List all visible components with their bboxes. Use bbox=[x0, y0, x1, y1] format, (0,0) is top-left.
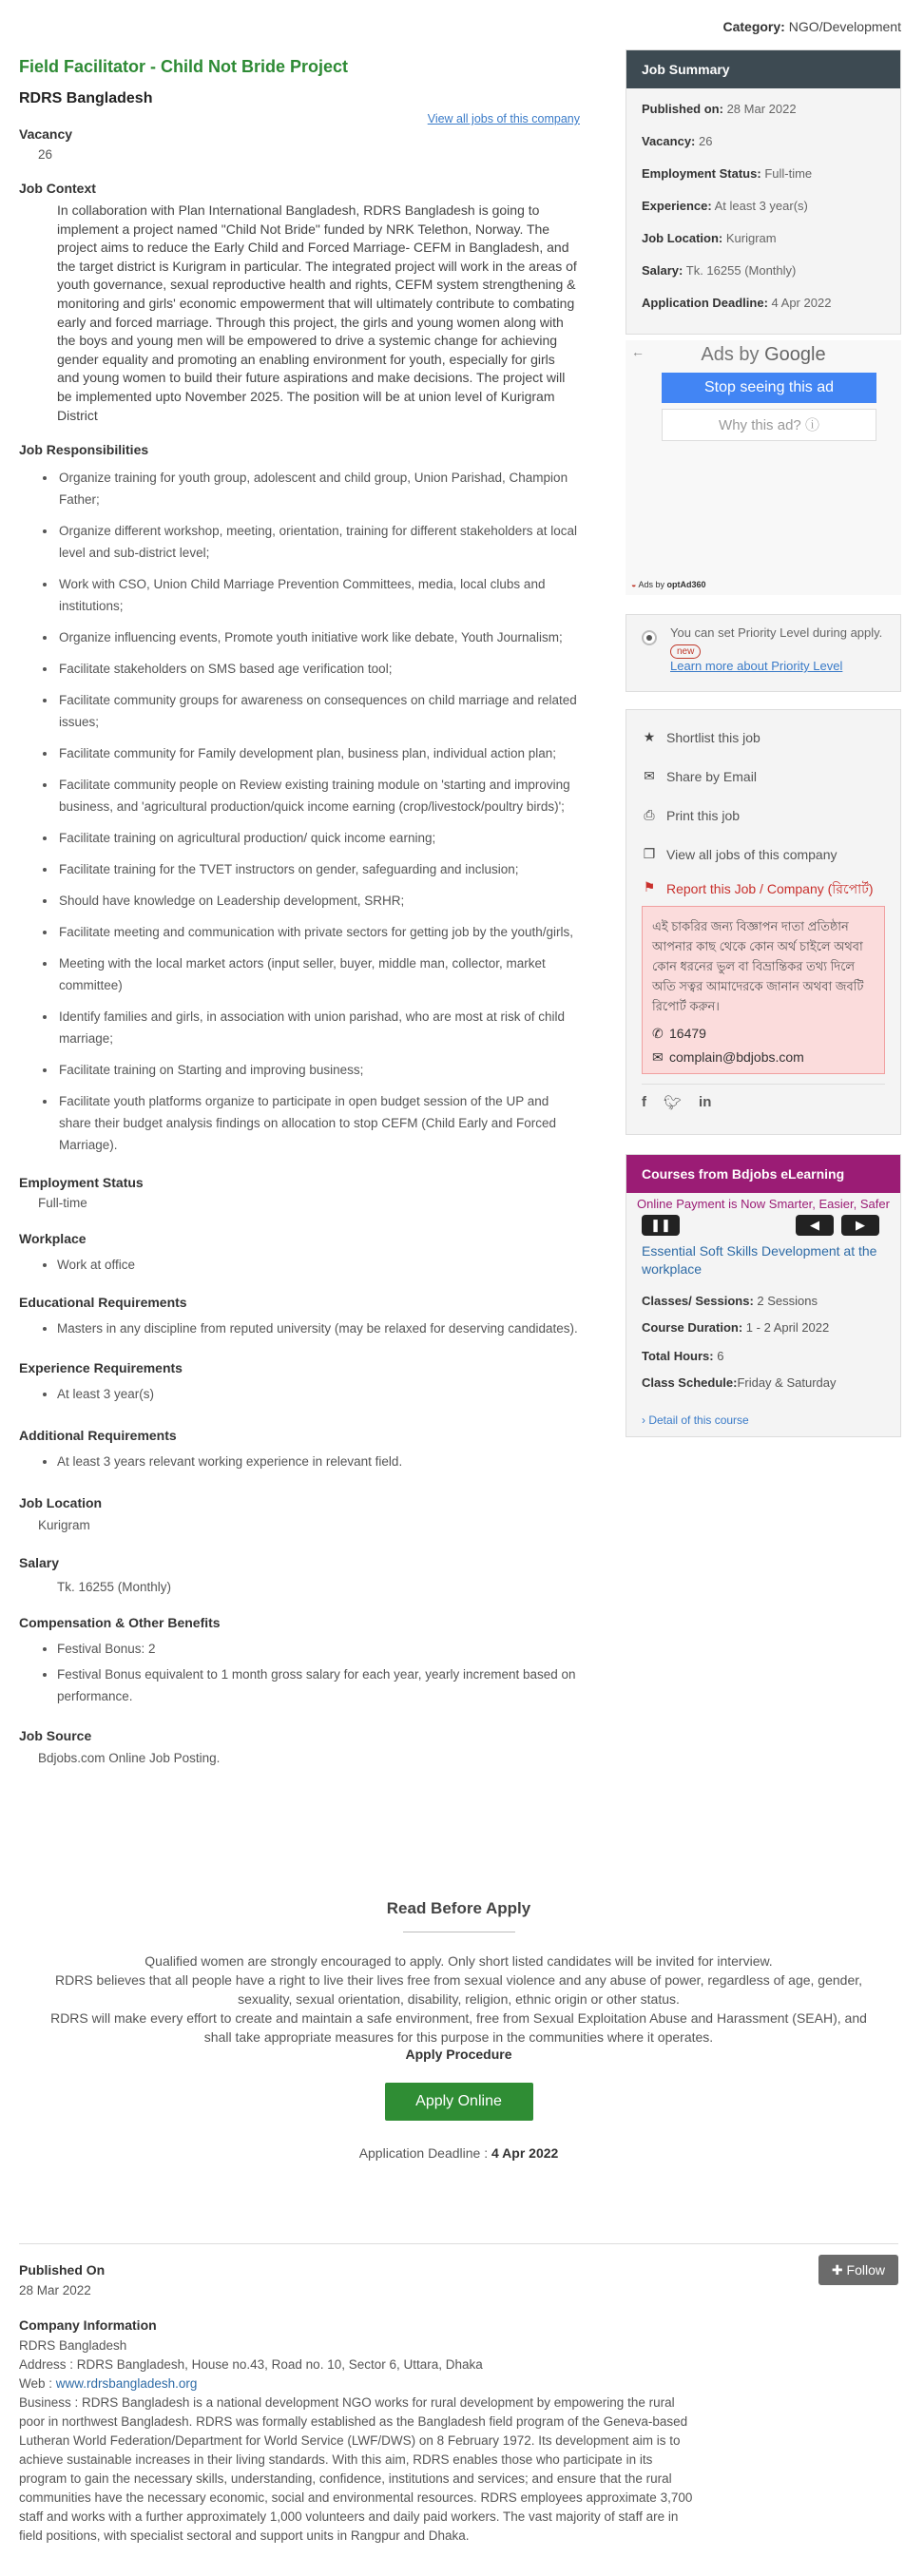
business-line: staff and works with a further approximately 1,000 volunteers and daily paid workers. The vast majority of staff are in bbox=[19, 2509, 679, 2524]
ad-block bbox=[626, 340, 901, 595]
list-item: • Work with CSO, Union Child Marriage Prevention Committees, media, local clubs and institutions; bbox=[57, 573, 580, 617]
summary-label: Employment Status: bbox=[642, 166, 761, 181]
list-item: • Facilitate youth platforms organize to participate in open budget session of the UP and share their budget analysis findings on allocation to stop CEFM (Child Early and Forced Marriage). bbox=[57, 1090, 580, 1156]
list-item: • Should have knowledge on Leadership development, SRHR; bbox=[57, 890, 580, 912]
business-line: achieve sustainable increases in their living standards. With this aim, RDRS enables those who participate in its bbox=[19, 2452, 653, 2467]
summary-row bbox=[642, 263, 885, 278]
report-warning-box bbox=[642, 906, 885, 1074]
linkedin-icon[interactable]: in bbox=[699, 1094, 712, 1110]
course-total-hours bbox=[642, 1349, 723, 1363]
summary-value: 4 Apr 2022 bbox=[771, 296, 832, 310]
optad-logo-icon: ◒ bbox=[631, 580, 637, 589]
priority-text-line bbox=[670, 625, 887, 659]
salary-value: Tk. 16255 (Monthly) bbox=[57, 1580, 172, 1595]
job-context-text: In collaboration with Plan International Bangladesh, RDRS Bangladesh is going to implement a project named "Child Not Bride" funded by NRK Telethon, Norway. The project aims to reduce the Early Child and Forced Marriage- CEFM in Bangladesh, and the target district is Kurigram in particular. The integrated project will work in the areas of youth governance, sexual reproductive health and rights, CEFM system strengthening & monitoring and girls' economic empowerment that will ultimately contribute to combating early and forced marriage. Through this project, the girls and young women along with the boys and young men will be empowered to drive a systemic change for achieving gender equality and promoting an enabling environment for youth, especially for girls and young women to build their future aspirations and make decisions. The project will be implemented upto November 2025. The position will be at union level of Kurigram District bbox=[57, 202, 577, 423]
priority-learn-more-link[interactable]: Learn more about Priority Level bbox=[670, 659, 843, 673]
company-information-heading: Company Information bbox=[19, 2317, 157, 2333]
twitter-icon[interactable]: 🐦︎ bbox=[664, 1095, 683, 1111]
report-job-action[interactable] bbox=[642, 879, 885, 898]
hours-label: Total Hours: bbox=[642, 1349, 714, 1363]
phone-icon: ✆ bbox=[652, 1026, 664, 1041]
chevron-right-icon: › bbox=[642, 1413, 645, 1427]
new-badge: new bbox=[670, 644, 701, 659]
job-responsibilities-heading: Job Responsibilities bbox=[19, 442, 149, 458]
web-label: Web : bbox=[19, 2376, 53, 2391]
list-item: • Organize different workshop, meeting, orientation, training for different stakeholders at local level and sub-district level; bbox=[57, 520, 580, 564]
summary-row bbox=[642, 102, 885, 116]
apply-online-button[interactable]: Apply Online bbox=[385, 2083, 533, 2121]
read-before-line: shall take appropriate measures for this purpose in the communities where it operates. bbox=[203, 2029, 714, 2045]
list-item: • At least 3 years relevant working experience in relevant field. bbox=[57, 1451, 580, 1472]
deadline-value: 4 Apr 2022 bbox=[491, 2145, 559, 2161]
education-list bbox=[57, 1317, 580, 1339]
summary-value: Full-time bbox=[764, 166, 813, 181]
category-label: Category: bbox=[722, 19, 785, 34]
summary-row bbox=[642, 231, 885, 245]
pause-icon[interactable]: ❚❚ bbox=[642, 1215, 680, 1236]
summary-label: Published on: bbox=[642, 102, 723, 116]
priority-level-panel bbox=[626, 614, 901, 692]
course-detail-label: Detail of this course bbox=[648, 1413, 749, 1427]
envelope-icon: ✉ bbox=[644, 768, 655, 783]
shortlist-job-action[interactable] bbox=[642, 718, 885, 757]
course-duration bbox=[642, 1320, 829, 1335]
summary-value: At least 3 year(s) bbox=[714, 199, 808, 213]
job-actions-panel bbox=[626, 709, 901, 1135]
employment-status-value: Full-time bbox=[38, 1196, 87, 1211]
list-item: • Identify families and girls, in association with union parishad, who are most at risk of child marriage; bbox=[57, 1006, 580, 1049]
list-item: • Facilitate community groups for awareness on consequences on child marriage and related issues; bbox=[57, 689, 580, 733]
list-item: • Facilitate training on agricultural production/ quick income earning; bbox=[57, 827, 580, 849]
read-before-line: RDRS believes that all people have a right to live their lives free from sexual violence and any abuse of power, regardless of age, gender, bbox=[54, 1972, 863, 1988]
why-this-ad-button[interactable] bbox=[662, 409, 876, 441]
report-label: Report this Job / Company (রিপোর্ট) bbox=[666, 881, 874, 896]
flag-icon: ⚑ bbox=[643, 878, 656, 894]
summary-value: Kurigram bbox=[725, 231, 777, 245]
summary-label: Application Deadline: bbox=[642, 296, 768, 310]
read-before-line: Qualified women are strongly encouraged to apply. Only short listed candidates will be invited for interview. bbox=[144, 1953, 773, 1969]
deadline-label: Application Deadline : bbox=[358, 2145, 489, 2161]
section-divider bbox=[19, 2243, 898, 2244]
list-item: • At least 3 year(s) bbox=[57, 1383, 580, 1405]
additional-requirements-list bbox=[57, 1451, 580, 1472]
published-date: 28 Mar 2022 bbox=[19, 2283, 91, 2297]
company-info-name: RDRS Bangladesh bbox=[19, 2338, 127, 2353]
courses-heading: Courses from Bdjobs eLearning bbox=[626, 1155, 900, 1193]
business-line: poor in northwest Bangladesh. RDRS was formally established as the Bangladesh field program of the Geneva-based bbox=[19, 2414, 688, 2429]
view-all-jobs-action[interactable] bbox=[642, 835, 885, 874]
social-share-row bbox=[642, 1084, 885, 1111]
experience-list bbox=[57, 1383, 580, 1405]
follow-button[interactable] bbox=[818, 2255, 898, 2285]
list-item: • Facilitate meeting and communication with private sectors for getting job by the youth/girls, bbox=[57, 921, 580, 943]
additional-requirements-heading: Additional Requirements bbox=[19, 1428, 177, 1444]
list-item: • Facilitate community people on Review existing training module on 'starting and improving business, and 'agricultural production/quick income earning (crop/livestock/poultry birds)'; bbox=[57, 774, 580, 817]
view-all-jobs-link[interactable]: View all jobs of this company bbox=[427, 112, 580, 125]
optad-prefix: Ads by bbox=[638, 580, 664, 589]
company-web-link[interactable]: www.rdrsbangladesh.org bbox=[55, 2376, 198, 2391]
list-item: • Meeting with the local market actors (input seller, buyer, middle man, collector, market committee) bbox=[57, 952, 580, 996]
education-heading: Educational Requirements bbox=[19, 1295, 187, 1311]
workplace-heading: Workplace bbox=[19, 1231, 87, 1247]
courses-panel bbox=[626, 1154, 901, 1437]
print-label: Print this job bbox=[666, 807, 741, 823]
list-item: • Work at office bbox=[57, 1254, 580, 1276]
job-title: Field Facilitator - Child Not Bride Project bbox=[19, 57, 349, 76]
google-logo: Google bbox=[764, 344, 826, 365]
list-item: • Organize influencing events, Promote youth initiative work like debate, Youth Journalism; bbox=[57, 626, 580, 648]
summary-row bbox=[642, 134, 885, 148]
business-line: Lutheran World Federation/Department for World Service (LWF/DWS) on 8 February 1972. Its development aim is to bbox=[19, 2433, 681, 2448]
read-before-line: sexuality, sexual orientation, disability, religion, ethnic origin or other status. bbox=[238, 1991, 680, 2007]
share-label: Share by Email bbox=[666, 768, 757, 784]
business-line: Business : RDRS Bangladesh is a national development NGO works for rural development by empowering the rural bbox=[19, 2395, 675, 2410]
apply-procedure-heading: Apply Procedure bbox=[405, 2047, 512, 2062]
plus-icon: ✚ bbox=[831, 2262, 847, 2278]
follow-label: Follow bbox=[846, 2262, 885, 2278]
workplace-list bbox=[57, 1254, 580, 1276]
print-job-action[interactable] bbox=[642, 796, 885, 835]
hours-value: 6 bbox=[717, 1349, 724, 1363]
list-item: • Masters in any discipline from reputed university (may be relaxed for deserving candidates). bbox=[57, 1317, 580, 1339]
course-detail-link[interactable] bbox=[642, 1413, 749, 1427]
job-source-value: Bdjobs.com Online Job Posting. bbox=[38, 1751, 221, 1766]
list-item: • Festival Bonus equivalent to 1 month gross salary for each year, yearly increment based on performance. bbox=[57, 1663, 580, 1707]
read-before-apply-section bbox=[19, 1899, 898, 2161]
copy-icon: ❐ bbox=[643, 846, 656, 861]
summary-label: Vacancy: bbox=[642, 134, 696, 148]
read-before-line: RDRS will make every effort to create and maintain a safe environment, free from Sexual Exploitation Abuse and Harassment (SEAH), and bbox=[50, 2010, 867, 2026]
duration-value: 1 - 2 April 2022 bbox=[745, 1320, 830, 1335]
list-item: • Organize training for youth group, adolescent and child group, Union Parishad, Champion Father; bbox=[57, 467, 580, 510]
bulb-icon bbox=[642, 630, 657, 645]
benefits-heading: Compensation & Other Benefits bbox=[19, 1615, 221, 1631]
ads-by-google bbox=[626, 344, 901, 366]
list-item: • Facilitate community for Family development plan, business plan, individual action plan; bbox=[57, 742, 580, 764]
list-item: • Facilitate training for the TVET instructors on gender, safeguarding and inclusion; bbox=[57, 858, 580, 880]
sessions-value: 2 Sessions bbox=[757, 1294, 818, 1308]
course-schedule bbox=[642, 1375, 836, 1390]
report-warning-text: এই চাকরির জন্য বিজ্ঞাপন দাতা প্রতিষ্ঠান আপনার কাছ থেকে কোন অর্থ চাইলে অথবা কোন ধরনের ভুল বা বিভ্রান্তিকর তথ্য দিলে অতি সত্বর আমাদেরকে জানান অথবা জবটি রিপোর্ট করুন। bbox=[652, 919, 864, 1013]
info-icon: ⓘ bbox=[804, 417, 819, 433]
course-sessions bbox=[642, 1294, 818, 1308]
facebook-icon[interactable]: f bbox=[642, 1094, 646, 1110]
salary-heading: Salary bbox=[19, 1555, 60, 1571]
report-email-address: complain@bdjobs.com bbox=[669, 1049, 804, 1065]
list-item: • Festival Bonus: 2 bbox=[57, 1638, 580, 1660]
schedule-label: Class Schedule: bbox=[642, 1375, 738, 1390]
optad-attribution bbox=[631, 580, 706, 589]
report-email[interactable] bbox=[652, 1048, 875, 1067]
job-summary-panel bbox=[626, 49, 901, 335]
list-item: • Facilitate stakeholders on SMS based age verification tool; bbox=[57, 658, 580, 680]
envelope-icon: ✉ bbox=[652, 1049, 664, 1065]
summary-value: Tk. 16255 (Monthly) bbox=[685, 263, 797, 278]
arrow-right-icon[interactable]: ▶ bbox=[841, 1215, 879, 1236]
application-deadline-line bbox=[19, 2145, 898, 2161]
priority-text: You can set Priority Level during apply. bbox=[670, 625, 883, 640]
summary-row bbox=[642, 199, 885, 213]
arrow-left-icon[interactable]: ◀ bbox=[796, 1215, 834, 1236]
business-line: program to gain the necessary skills, understanding, confidence, institutions and services; and ensure that the rural bbox=[19, 2471, 672, 2486]
category-value: NGO/Development bbox=[788, 19, 901, 34]
company-web-line bbox=[19, 2374, 898, 2393]
company-info-section bbox=[19, 2255, 898, 2546]
summary-row bbox=[642, 166, 885, 181]
view-all-label: View all jobs of this company bbox=[666, 846, 837, 862]
list-item: • Facilitate training on Starting and improving business; bbox=[57, 1059, 580, 1081]
business-line: field positions, with specialist sectoral and support units in Rangpur and Dhaka. bbox=[19, 2528, 470, 2543]
responsibilities-list bbox=[57, 467, 580, 1156]
read-before-apply-heading: Read Before Apply bbox=[386, 1899, 531, 1917]
job-main-column bbox=[19, 55, 580, 1765]
company-name: RDRS Bangladesh bbox=[19, 90, 153, 106]
summary-value: 26 bbox=[699, 134, 713, 148]
job-source-heading: Job Source bbox=[19, 1728, 92, 1744]
star-icon: ★ bbox=[643, 729, 656, 744]
summary-label: Job Location: bbox=[642, 231, 723, 245]
job-location-value: Kurigram bbox=[38, 1518, 90, 1533]
summary-label: Salary: bbox=[642, 263, 683, 278]
phone-number: 16479 bbox=[669, 1026, 706, 1041]
job-location-heading: Job Location bbox=[19, 1495, 103, 1511]
business-line: communities have the necessary economic, social and environmental resources. RDRS employees approximate 3,700 bbox=[19, 2490, 693, 2505]
job-context-heading: Job Context bbox=[19, 181, 96, 196]
vacancy-heading: Vacancy bbox=[19, 126, 73, 142]
experience-heading: Experience Requirements bbox=[19, 1360, 183, 1376]
printer-icon: ⎙ bbox=[644, 807, 655, 822]
duration-label: Course Duration: bbox=[642, 1320, 743, 1335]
summary-value: 28 Mar 2022 bbox=[726, 102, 797, 116]
job-summary-heading: Job Summary bbox=[626, 50, 900, 88]
summary-label: Experience: bbox=[642, 199, 712, 213]
back-arrow-icon[interactable]: ← bbox=[631, 344, 645, 359]
published-on-heading: Published On bbox=[19, 2262, 106, 2278]
schedule-value: Friday & Saturday bbox=[737, 1375, 837, 1390]
ads-by-label: Ads by bbox=[701, 344, 760, 365]
why-this-ad-label: Why this ad? bbox=[719, 417, 801, 433]
vacancy-value: 26 bbox=[38, 147, 53, 162]
summary-row bbox=[642, 296, 885, 310]
optad-name: optAd360 bbox=[666, 580, 706, 589]
shortlist-label: Shortlist this job bbox=[666, 729, 760, 745]
stop-seeing-ad-button[interactable]: Stop seeing this ad bbox=[662, 373, 876, 403]
course-title-link[interactable]: Essential Soft Skills Development at the workplace bbox=[642, 1243, 877, 1277]
benefits-list bbox=[57, 1638, 580, 1707]
share-email-action[interactable] bbox=[642, 757, 885, 796]
company-address: Address : RDRS Bangladesh, House no.43, Road no. 10, Sector 6, Uttara, Dhaka bbox=[19, 2357, 483, 2372]
employment-status-heading: Employment Status bbox=[19, 1175, 144, 1191]
course-marquee: Online Payment is Now Smarter, Easier, Safer bbox=[637, 1197, 890, 1211]
sessions-label: Classes/ Sessions: bbox=[642, 1294, 754, 1308]
category-line bbox=[722, 19, 901, 34]
report-phone[interactable] bbox=[652, 1024, 875, 1044]
